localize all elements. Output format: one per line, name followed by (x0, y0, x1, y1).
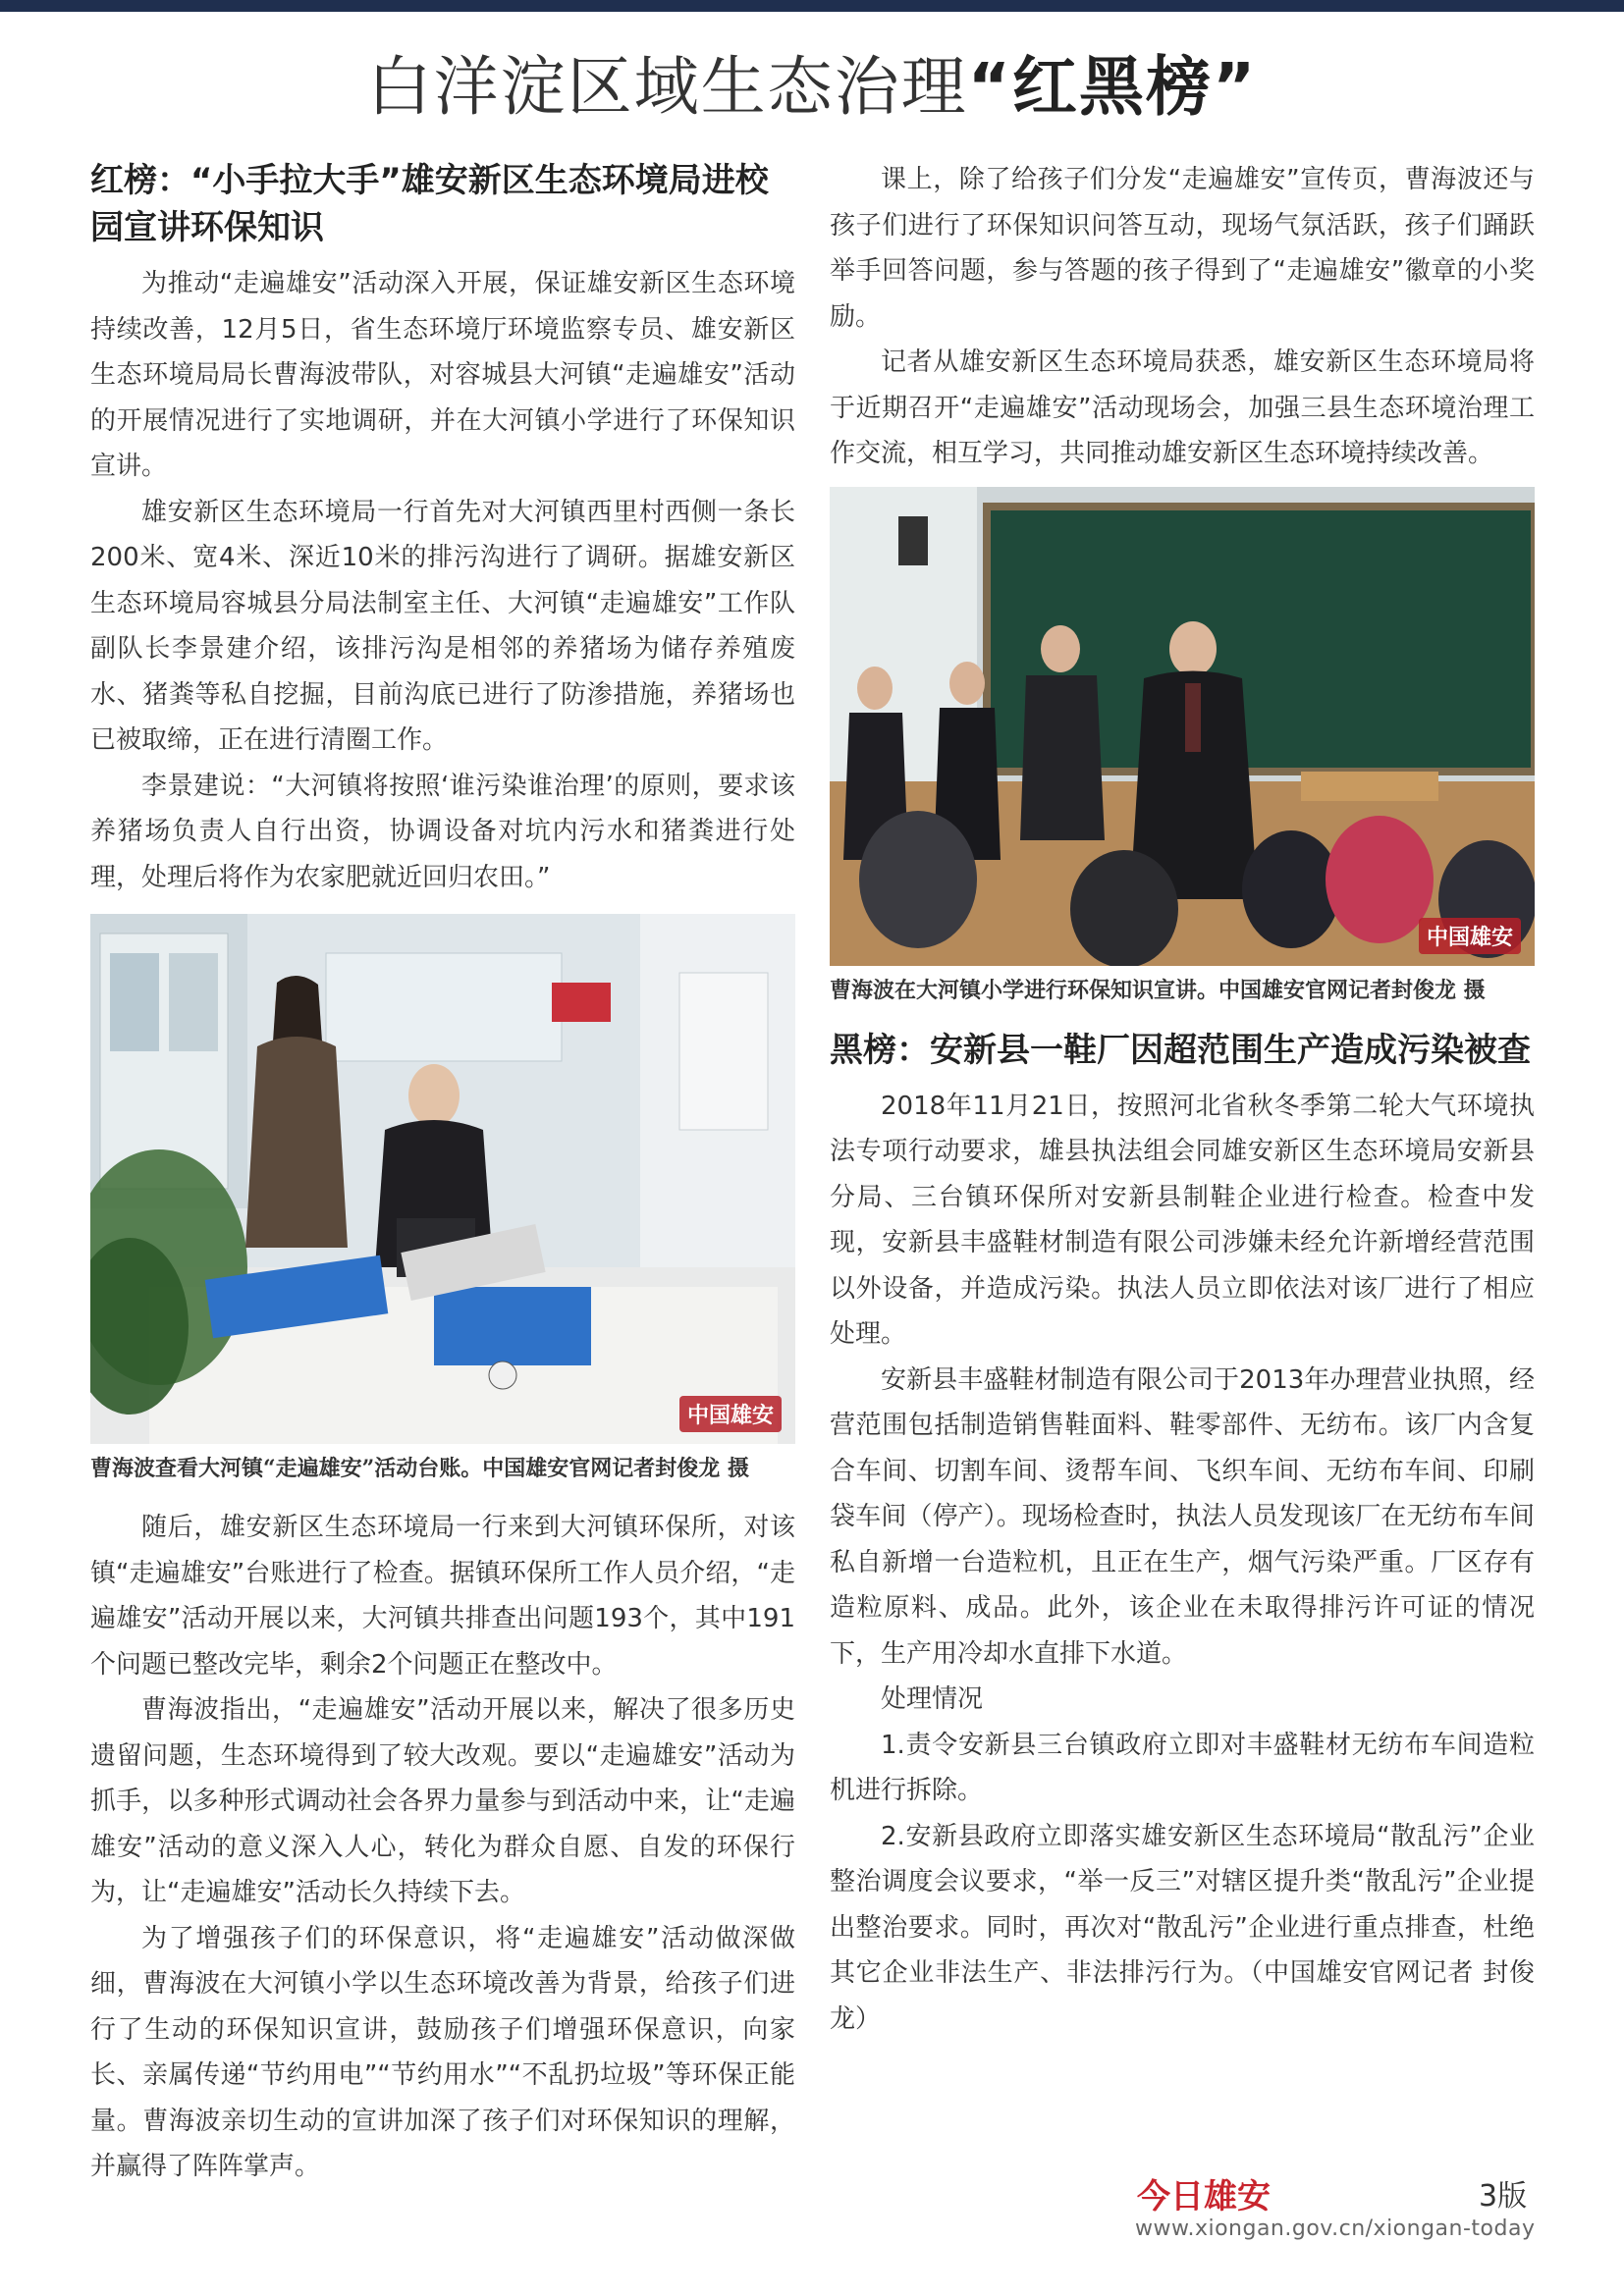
section-label: 处理情况 (881, 1684, 984, 1714)
article-paragraph: 为了增强孩子们的环保意识，将“走遍雄安”活动做深做细，曹海波在大河镇小学以生态环境改善为背景，给孩子们进行了生动的环保知识宣讲，鼓励孩子们增强环保意识，向家长、亲属传递“节约用电”“节约用水”“不乱扔垃圾”等环保正能量。曹海波亲切生动的宣讲加深了孩子们对环保知识的理解，并赢得了阵阵掌声。 (90, 1923, 795, 2181)
classroom-photo-image (830, 487, 1535, 966)
page-title (0, 43, 1624, 132)
top-color-bar (0, 0, 1624, 12)
right-column (830, 157, 1535, 2042)
red-list-headline: 红榜：“小手拉大手”雄安新区生态环境局进校园宣讲环保知识 (90, 161, 769, 247)
article-paragraph: 随后，雄安新区生态环境局一行来到大河镇环保所，对该镇“走遍雄安”台账进行了检查。据镇环保所工作人员介绍，“走遍雄安”活动开展以来，大河镇共排查出问题193个，其中191个问题已整改完毕，剩余2个问题正在整改中。 (90, 1513, 795, 1680)
article-paragraph: 为推动“走遍雄安”活动深入开展，保证雄安新区生态环境持续改善，12月5日，省生态环境厅环境监察专员、雄安新区生态环境局局长曹海波带队，对容城县大河镇“走遍雄安”活动的开展情况进行了实地调研，并在大河镇小学进行了环保知识宣讲。 (90, 269, 795, 481)
article-paragraph: 课上，除了给孩子们分发“走遍雄安”宣传页，曹海波还与孩子们进行了环保知识问答互动，现场气氛活跃，孩子们踊跃举手回答问题，参与答题的孩子得到了“走遍雄安”徽章的小奖励。 (830, 165, 1535, 332)
article-paragraph: 1.责令安新县三台镇政府立即对丰盛鞋材无纺布车间造粒机进行拆除。 (830, 1730, 1535, 1805)
article-paragraph: 2.安新县政府立即落实雄安新区生态环境局“散乱污”企业整治调度会议要求，“举一反三”对辖区提升类“散乱污”企业提出整治要求。同时，再次对“散乱污”企业进行重点排查，杜绝其它企业非法生产、非法排污行为。（中国雄安官网记者 封俊龙） (830, 1821, 1535, 2034)
page-title-main: 白洋淀区域生态治理 (366, 49, 968, 125)
article-paragraph: 雄安新区生态环境局一行首先对大河镇西里村西侧一条长200米、宽4米、深近10米的排污沟进行了调研。据雄安新区生态环境局容城县分局法制室主任、大河镇“走遍雄安”工作队副队长李景建介绍，该排污沟是相邻的养猪场为储存养殖废水、猪粪等私自挖掘，目前沟底已进行了防渗措施，养猪场也已被取缔，正在进行清圈工作。 (90, 497, 795, 755)
left-column (90, 157, 795, 2190)
classroom-photo (830, 487, 1535, 966)
page-title-emphasis: “红黑榜” (967, 49, 1258, 125)
article-paragraph: 李景建说：“大河镇将按照‘谁污染谁治理’的原则，要求该养猪场负责人自行出资，协调设备对坑内污水和猪粪进行处理，处理后将作为农家肥就近回归农田。” (90, 771, 795, 892)
article-paragraph: 曹海波指出，“走遍雄安”活动开展以来，解决了很多历史遗留问题，生态环境得到了较大改观。要以“走遍雄安”活动为抓手，以多种形式调动社会各界力量参与到活动中来，让“走遍雄安”活动的意义深入人心，转化为群众自愿、自发的环保行为，让“走遍雄安”活动长久持续下去。 (90, 1695, 795, 1907)
office-ledger-photo (90, 914, 795, 1444)
photo-caption: 曹海波查看大河镇“走遍雄安”活动台账。中国雄安官网记者封俊龙 摄 (90, 1456, 749, 1481)
black-list-headline: 黑榜：安新县一鞋厂因超范围生产造成污染被查 (830, 1030, 1531, 1070)
footer-url[interactable]: www.xiongan.gov.cn/xiongan-today (1135, 2216, 1536, 2241)
footer-brand-logo: 今日雄安 (1137, 2177, 1271, 2216)
office-ledger-photo-image (90, 914, 795, 1444)
article-paragraph: 安新县丰盛鞋材制造有限公司于2013年办理营业执照，经营范围包括制造销售鞋面料、鞋零部件、无纺布。该厂内含复合车间、切割车间、烫帮车间、飞织车间、无纺布车间、印刷袋车间（停产）。现场检查时，执法人员发现该厂在无纺布车间私自新增一台造粒机，且正在生产，烟气污染严重。厂区存有造粒原料、成品。此外，该企业在未取得排污许可证的情况下，生产用冷却水直排下水道。 (830, 1364, 1535, 1669)
photo-watermark: 中国雄安 (679, 1396, 782, 1432)
photo-watermark: 中国雄安 (1419, 918, 1521, 954)
article-paragraph: 记者从雄安新区生态环境局获悉，雄安新区生态环境局将于近期召开“走遍雄安”活动现场会，加强三县生态环境治理工作交流，相互学习，共同推动雄安新区生态环境持续改善。 (830, 347, 1535, 468)
article-paragraph: 2018年11月21日，按照河北省秋冬季第二轮大气环境执法专项行动要求，雄县执法组会同雄安新区生态环境局安新县分局、三台镇环保所对安新县制鞋企业进行检查。检查中发现，安新县丰盛鞋材制造有限公司涉嫌未经允许新增经营范围以外设备，并造成污染。执法人员立即依法对该厂进行了相应处理。 (830, 1091, 1535, 1349)
footer-page-number: 3版 (1479, 2179, 1528, 2214)
photo-caption: 曹海波在大河镇小学进行环保知识宣讲。中国雄安官网记者封俊龙 摄 (830, 977, 1486, 1003)
